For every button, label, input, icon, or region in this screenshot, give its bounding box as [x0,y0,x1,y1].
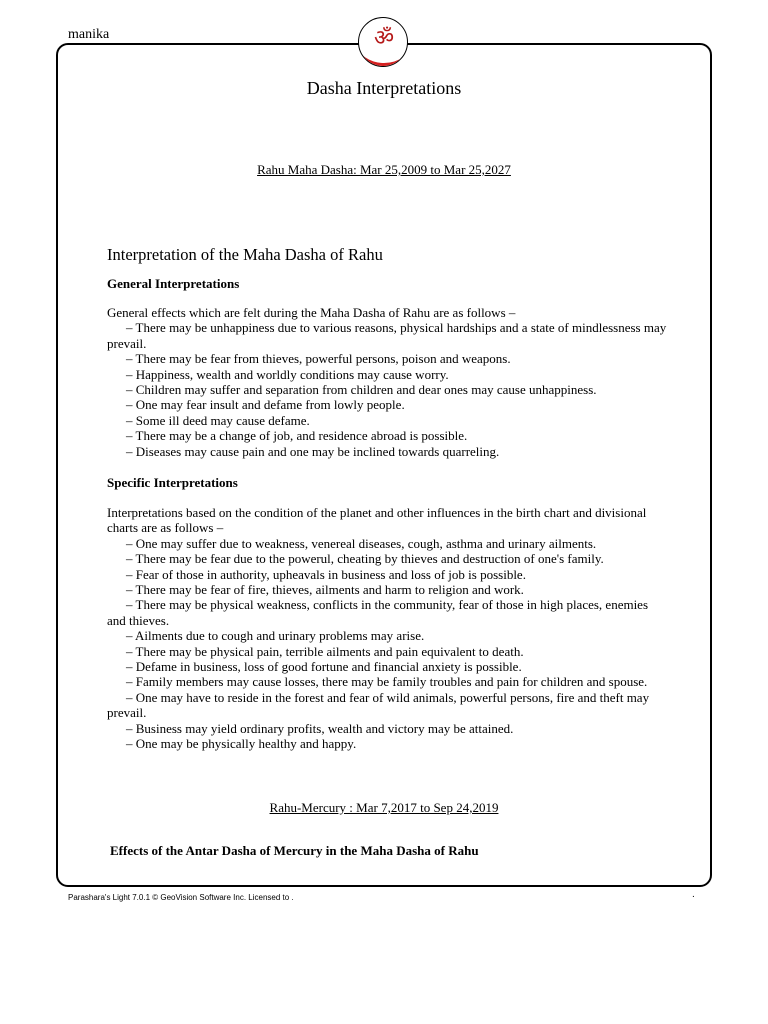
specific-interpretations [107,505,667,752]
section-heading: Interpretation of the Maha Dasha of Rahu [107,245,383,264]
list-item: – Ailments due to cough and urinary problems may arise. [126,628,425,644]
list-item: – Family members may cause losses, there may be family troubles and pain for children and spouse. [126,674,648,690]
list-item: – Happiness, wealth and worldly conditions may cause worry. [126,366,449,382]
antar-dasha-period: Rahu-Mercury : Mar 7,2017 to Sep 24,2019 [269,800,499,815]
specific-heading: Specific Interpretations [107,475,238,490]
page-title: Dasha Interpretations [306,78,462,98]
maha-dasha-period: Rahu Maha Dasha: Mar 25,2009 to Mar 25,2027 [257,162,511,177]
list-item: – Diseases may cause pain and one may be inclined towards quarreling. [126,443,500,459]
list-item: – Business may yield ordinary profits, wealth and victory may be attained. [126,720,514,736]
list-item: – There may be a change of job, and residence abroad is possible. [126,428,468,444]
list-item: – There may be fear due to the powerul, cheating by thieves and destruction of one's family. [126,551,604,567]
list-item: – There may be fear from thieves, powerful persons, poison and weapons. [126,351,511,367]
general-heading: General Interpretations [107,276,240,291]
list-item: – One may have to reside in the forest and fear of wild animals, powerful persons, fire and theft may prevail. [107,689,650,721]
list-item: – One may suffer due to weakness, venereal diseases, cough, asthma and urinary ailments. [126,535,597,551]
footer-license: Parashara's Light 7.0.1 © GeoVision Software Inc. Licensed to . [68,893,294,902]
list-item: – Fear of those in authority, upheavals in business and loss of job is possible. [126,566,526,582]
om-icon: ॐ [373,26,395,51]
list-item: – Some ill deed may cause defame. [126,412,310,428]
list-item: – Children may suffer and separation from children and dear ones may cause unhappiness. [126,382,597,398]
om-logo [358,17,408,67]
list-item: – There may be unhappiness due to various reasons, physical hardships and a state of mindlessness may prevail. [107,320,667,351]
general-interpretations [107,305,667,459]
list-item: – One may be physically healthy and happy. [126,736,357,752]
header-user-name: manika [68,27,110,42]
list-item: – There may be physical weakness, conflicts in the community, fear of those in high places, enemies and thieves. [107,597,649,628]
antar-effects-heading: Effects of the Antar Dasha of Mercury in the Maha Dasha of Rahu [110,843,479,858]
list-item: – Defame in business, loss of good fortune and financial anxiety is possible. [126,659,522,675]
list-item: – There may be fear of fire, thieves, ailments and harm to religion and work. [126,582,524,598]
list-item: – One may fear insult and defame from lowly people. [126,397,405,413]
specific-intro: Interpretations based on the condition of the planet and other influences in the birth chart and divisional charts are as follows – [107,505,647,536]
footer-dot: . [692,889,695,900]
general-intro: General effects which are felt during the Maha Dasha of Rahu are as follows – [107,305,516,320]
list-item: – There may be physical pain, terrible ailments and pain equivalent to death. [126,643,524,659]
